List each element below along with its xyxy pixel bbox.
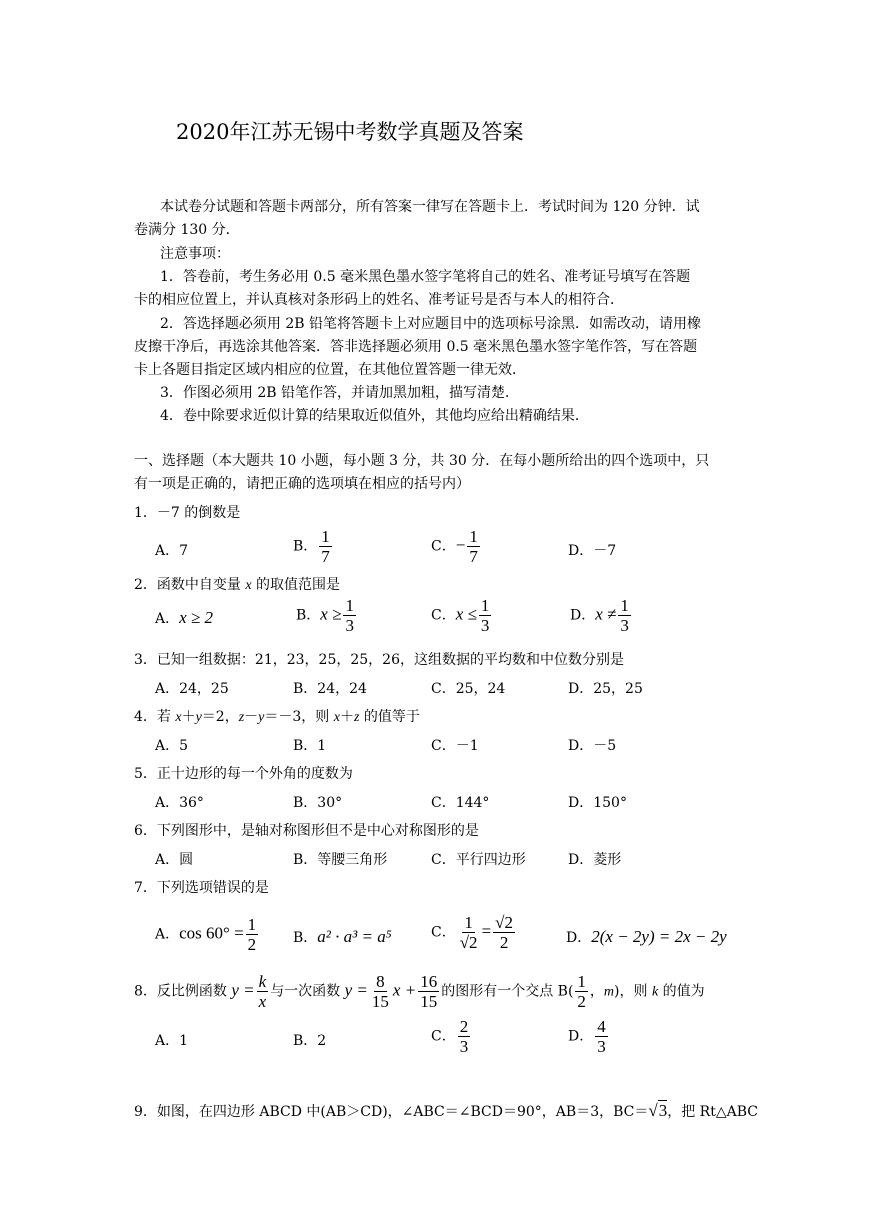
q4-option-d: D．－5: [568, 738, 617, 754]
page-title: 2020年江苏无锡中考数学真题及答案: [176, 120, 524, 144]
q4-option-a: A．5: [155, 738, 189, 754]
q8-option-c: C． $\frac{2}{3}$: [431, 1017, 469, 1056]
q1-option-a: A．7: [155, 543, 189, 559]
q6-option-a: A．圆: [155, 852, 194, 868]
notice-2-line-1: 2．答选择题必须用 2B 铅笔将答题卡上对应题目中的选项标号涂黑．如需改动，请用橡: [160, 316, 702, 332]
q8-option-a: A．1: [155, 1033, 189, 1049]
q3-option-a: A．24，25: [155, 681, 229, 697]
q7-option-d: D．2(x − 2y) = 2x − 2y: [566, 927, 727, 946]
q7-option-b: B．a² · a³ = a⁵: [293, 927, 392, 946]
q1-option-c: C．− $\frac{1}{7}$: [431, 527, 478, 566]
q6-option-c: C．平行四边形: [431, 852, 526, 868]
q1-option-b: B． $\frac{1}{7}$: [293, 527, 330, 566]
notice-3: 3．作图必须用 2B 铅笔作答，并请加黑加粗，描写清楚．: [160, 385, 520, 401]
q2-option-c: C．x ≤ $\frac{1}{3}$: [431, 596, 490, 635]
q1-b-numerator: 1: [321, 527, 330, 546]
question-3-stem: 3．已知一组数据：21，23，25，25，26，这组数据的平均数和中位数分别是: [134, 652, 624, 668]
notice-4: 4．卷中除要求近似计算的结果取近似值外，其他均应给出精确结果．: [160, 408, 589, 424]
q2-option-a: A．x ≥ 2: [155, 608, 214, 627]
question-6-stem: 6．下列图形中，是轴对称图形但不是中心对称图形的是: [134, 823, 479, 839]
notice-2-line-2: 皮擦干净后，再选涂其他答案．答非选择题必须用 0.5 毫米黑色墨水签字笔作答，写在答题: [134, 339, 698, 355]
question-7-stem: 7．下列选项错误的是: [134, 880, 269, 896]
q7-option-c: C． $\frac{1}{√2}$ = $\frac{√2}{2}$: [431, 913, 513, 952]
q5-option-a: A．36°: [155, 795, 204, 811]
q5-option-b: B．30°: [293, 795, 343, 811]
q3-option-c: C．25，24: [431, 681, 506, 697]
section-heading-line-1: 一、选择题（本大题共 10 小题，每小题 3 分，共 30 分．在每小题所给出的四个选项中，只: [134, 453, 710, 469]
question-9-stem: 9．如图，在四边形 ABCD 中(AB＞CD)，∠ABC＝∠BCD＝90°，AB＝3，BC＝√3，把 Rt△ABC: [134, 1101, 758, 1120]
q3-option-d: D．25，25: [568, 681, 643, 697]
notice-heading: 注意事项：: [160, 246, 230, 262]
question-1-stem: 1．－7 的倒数是: [134, 505, 241, 521]
q5-option-c: C．144°: [431, 795, 490, 811]
q6-option-b: B．等腰三角形: [293, 852, 388, 868]
notice-1-line-2: 卡的相应位置上，并认真核对条形码上的姓名、准考证号是否与本人的相符合．: [134, 292, 624, 308]
q9-sqrt-radicand: 3: [658, 1101, 668, 1120]
question-8-stem: 8．反比例函数 y = $\frac{k}{x}$ 与一次函数 y = $\frac{8}{15}$ x + $\frac{16}{15}$ 的图形有一个交点 B( $\frac{1}{2}$ ，m)，则 k 的值为: [134, 972, 705, 1011]
q8-option-b: B．2: [293, 1033, 327, 1049]
question-2-stem: 2．函数中自变量 x 的取值范围是: [134, 577, 341, 593]
question-4-stem: 4．若 x＋y＝2，z－y＝－3，则 x＋z 的值等于: [134, 709, 420, 725]
q8-option-d: D． $\frac{4}{3}$: [568, 1017, 606, 1056]
q3-option-b: B．24，24: [293, 681, 367, 697]
q6-option-d: D．菱形: [568, 852, 622, 868]
q1-option-d: D．－7: [568, 543, 617, 559]
question-5-stem: 5．正十边形的每一个外角的度数为: [134, 766, 353, 782]
q7-option-a: A．cos 60° = $\frac{1}{2}$: [155, 915, 257, 954]
q4-option-c: C．－1: [431, 738, 479, 754]
q4-option-b: B．1: [293, 738, 327, 754]
intro-line-1: 本试卷分试题和答题卡两部分，所有答案一律写在答题卡上．考试时间为 120 分钟．试: [160, 199, 700, 215]
q2-option-b: B．x ≥ $\frac{1}{3}$: [296, 596, 354, 635]
notice-1-line-1: 1．答卷前，考生务必用 0.5 毫米黑色墨水签字笔将自己的姓名、准考证号填写在答题: [160, 269, 691, 285]
section-heading-line-2: 有一项是正确的，请把正确的选项填在相应的括号内）: [134, 476, 470, 492]
q5-option-d: D．150°: [568, 795, 627, 811]
notice-2-line-3: 卡上各题目指定区域内相应的位置，在其他位置答题一律无效．: [134, 362, 526, 378]
intro-line-2: 卷满分 130 分．: [134, 222, 240, 238]
q2-option-d: D．x ≠ $\frac{1}{3}$: [570, 596, 629, 635]
q1-b-denominator: 7: [321, 547, 330, 566]
